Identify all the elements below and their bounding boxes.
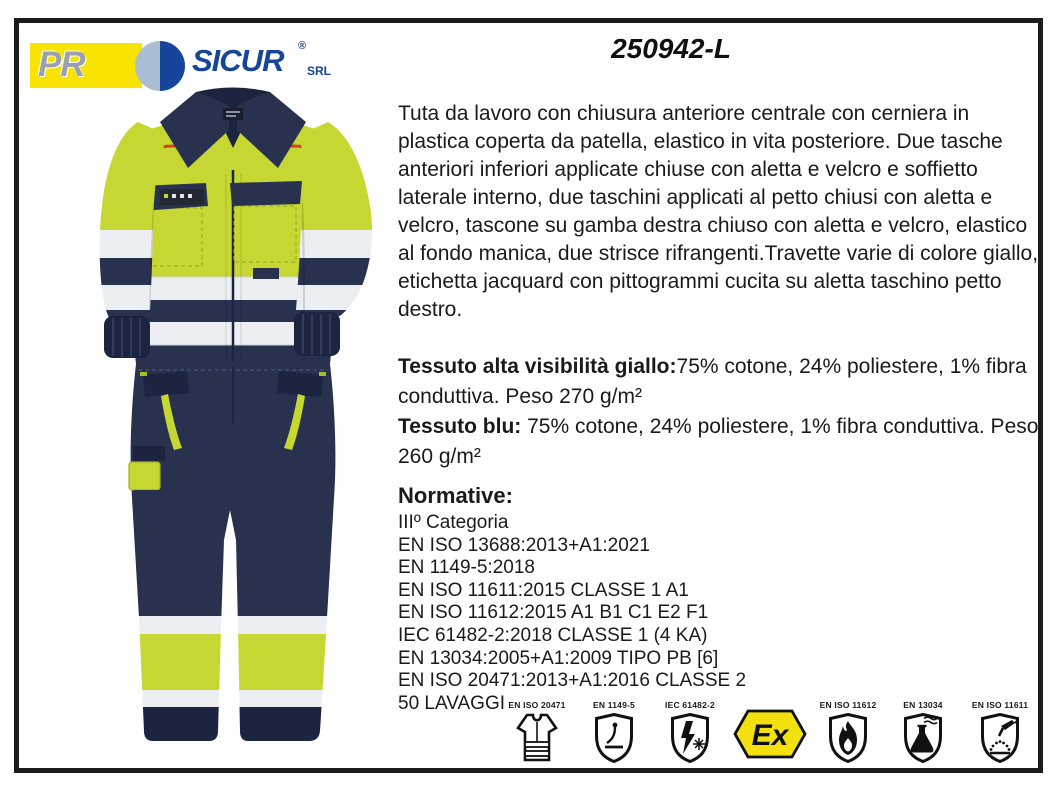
cert-iec-61482-2 bbox=[648, 700, 732, 763]
cert-en-13034 bbox=[881, 700, 965, 763]
cert-en-iso-11611 bbox=[958, 700, 1042, 763]
cert-label: EN ISO 11611 bbox=[971, 700, 1029, 710]
cert-label: IEC 61482-2 bbox=[665, 700, 715, 710]
fabric-yellow-text: 75% cotone, 24% poliestere, 1% fibra conduttiva. Peso 270 g/m² bbox=[398, 355, 1027, 408]
cert-label: EN 13034 bbox=[903, 700, 943, 710]
normative-item: EN 13034:2005+A1:2009 TIPO PB [6] bbox=[398, 647, 719, 669]
atex-ex-icon bbox=[733, 709, 807, 759]
product-photo bbox=[96, 78, 388, 768]
normative-list bbox=[398, 512, 746, 715]
cert-atex bbox=[728, 709, 812, 764]
cert-label: EN ISO 20471 bbox=[508, 700, 566, 710]
registered-mark: ® bbox=[298, 40, 307, 52]
electrostatic-shield-icon bbox=[594, 713, 634, 763]
normative-item: EN ISO 20471:2013+A1:2016 CLASSE 2 bbox=[398, 670, 747, 692]
flame-shield-icon bbox=[828, 713, 868, 763]
arc-flash-shield-icon bbox=[670, 713, 710, 763]
logo-pr-text: PR bbox=[38, 45, 85, 84]
normative-item: EN 1149-5:2018 bbox=[398, 557, 535, 579]
fabric-specs bbox=[398, 352, 1046, 472]
hi-vis-vest-icon bbox=[514, 713, 560, 763]
product-description: Tuta da lavoro con chiusura anteriore centrale con cerniera in plastica coperta da patella, elastico in vita posteriore. Due tasche anteriori inferiori applicate chiuse con aletta e velcro e soffietto laterale interno, due taschini applicati al petto chiusi con aletta e velcro, tascone su gamba destra chiuso con aletta e velcro, elastico al fondo manica, due strisce rifrangenti.Travette varie di colore giallo, etichetta jacquard con pittogrammi cucita su aletta taschino petto destro. bbox=[398, 102, 1039, 321]
normative-item: IIIº Categoria bbox=[398, 512, 509, 533]
fabric-blue-text: 75% cotone, 24% poliestere, 1% fibra conduttiva. Peso 260 g/m² bbox=[398, 415, 1039, 468]
cert-en-1149-5 bbox=[572, 700, 656, 763]
logo-sicur-text: SICUR bbox=[192, 43, 284, 78]
cert-label: EN ISO 11612 bbox=[819, 700, 877, 710]
fabric-yellow-label: Tessuto alta visibilità giallo: bbox=[398, 355, 677, 378]
coverall-trousers bbox=[116, 364, 366, 743]
normative-heading: Normative: bbox=[398, 483, 513, 508]
cert-en-iso-11612 bbox=[806, 700, 890, 763]
fabric-blue-label: Tessuto blu: bbox=[398, 415, 522, 438]
ex-symbol-text: Ex bbox=[751, 719, 789, 752]
cert-label: EN 1149-5 bbox=[593, 700, 635, 710]
welding-shield-icon bbox=[980, 713, 1020, 763]
cert-en-iso-20471 bbox=[495, 700, 579, 763]
product-code-title: 250942-L bbox=[611, 33, 731, 64]
normative-item: 50 LAVAGGI bbox=[398, 692, 506, 714]
normative-item: EN ISO 11612:2015 A1 B1 C1 E2 F1 bbox=[398, 602, 709, 624]
chemical-shield-icon bbox=[903, 713, 943, 763]
normative-item: EN ISO 11611:2015 CLASSE 1 A1 bbox=[398, 579, 689, 601]
normative-item: EN ISO 13688:2013+A1:2021 bbox=[398, 534, 650, 556]
logo-srl-text: SRL bbox=[307, 64, 331, 78]
normative-item: IEC 61482-2:2018 CLASSE 1 (4 KA) bbox=[398, 624, 708, 646]
